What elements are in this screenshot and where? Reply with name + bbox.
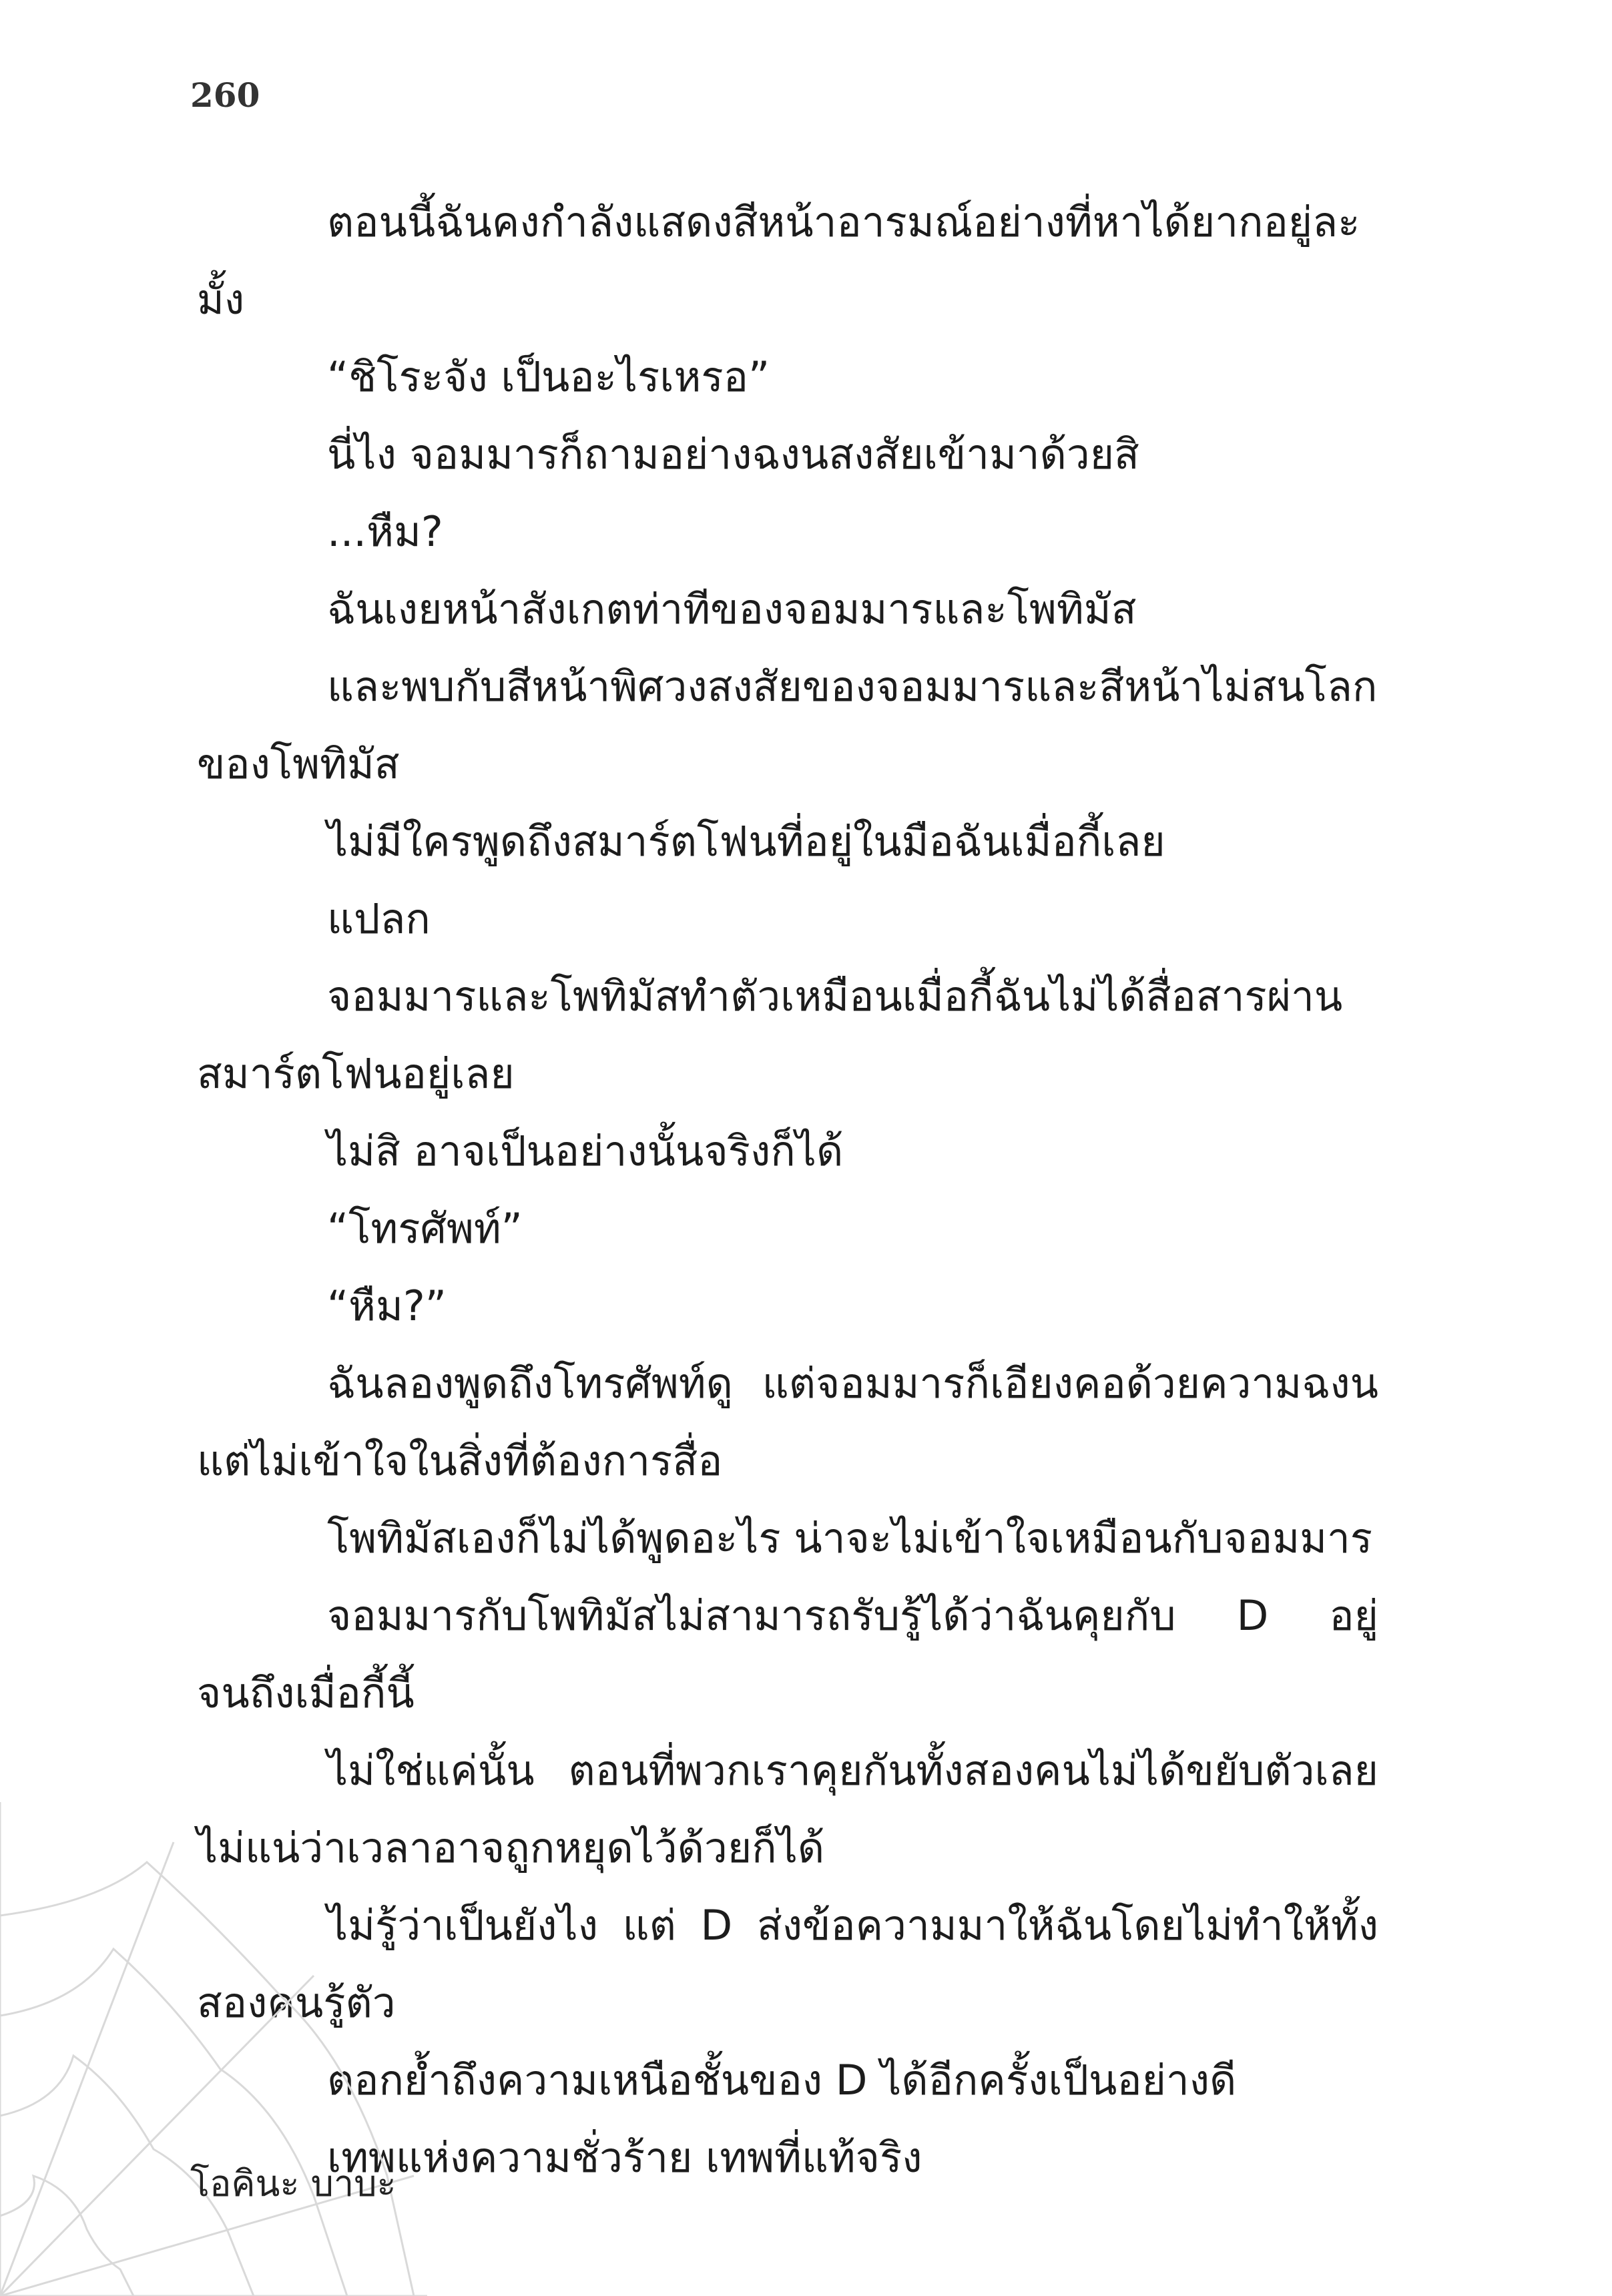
footer-author: โอคินะ บาบะ bbox=[190, 2163, 396, 2205]
paragraph: โพทิมัสเองก็ไม่ได้พูดอะไร น่าจะไม่เข้าใจเหมือนกับจอมมาร bbox=[327, 1514, 1373, 1562]
paragraph: ไม่ใช่แค่นั้น ตอนที่พวกเราคุยกันทั้งสองคนไม่ได้ขยับตัวเลยไม่แน่ว่าเวลาอาจถูกหยุดไว้ด้วยก็ได้ bbox=[197, 1746, 1378, 1872]
paragraph: “โทรศัพท์” bbox=[327, 1204, 523, 1253]
paragraph: “ชิโระจัง เป็นอะไรเหรอ” bbox=[327, 352, 770, 401]
paragraph: แปลก bbox=[327, 894, 431, 943]
paragraph: ไม่สิ อาจเป็นอย่างนั้นจริงก็ได้ bbox=[327, 1127, 844, 1175]
paragraph: ฉันลองพูดถึงโทรศัพท์ดู แต่จอมมารก็เอียงคอด้วยความฉงนแต่ไม่เข้าใจในสิ่งที่ต้องการสื่อ bbox=[197, 1359, 1378, 1485]
paragraph: ตอกย้ำถึงความเหนือชั้นของ D ได้อีกครั้งเป็นอย่างดี bbox=[327, 2056, 1237, 2104]
paragraph: ...หืม? bbox=[327, 507, 443, 556]
page-number: 260 bbox=[190, 75, 260, 115]
paragraph: จอมมารและโพทิมัสทำตัวเหมือนเมื่อกี้ฉันไม่ได้สื่อสารผ่านสมาร์ตโฟนอยู่เลย bbox=[197, 972, 1343, 1098]
paragraph: ฉันเงยหน้าสังเกตท่าทีของจอมมารและโพทิมัส bbox=[327, 585, 1137, 633]
paragraph: ไม่รู้ว่าเป็นยังไง แต่ D ส่งข้อความมาให้ฉันโดยไม่ทำให้ทั้งสองคนรู้ตัว bbox=[197, 1901, 1378, 2027]
paragraph: และพบกับสีหน้าพิศวงสงสัยของจอมมารและสีหน้าไม่สนโลกของโพทิมัส bbox=[197, 662, 1378, 788]
paragraph: ตอนนี้ฉันคงกำลังแสดงสีหน้าอารมณ์อย่างที่หาได้ยากอยู่ละมั้ง bbox=[197, 198, 1360, 324]
paragraph: เทพแห่งความชั่วร้าย เทพที่แท้จริง bbox=[327, 2133, 922, 2182]
paragraph: ไม่มีใครพูดถึงสมาร์ตโฟนที่อยู่ในมือฉันเมื่อกี้เลย bbox=[327, 817, 1165, 866]
spider-web-decoration bbox=[0, 1802, 427, 2296]
paragraph: จอมมารกับโพทิมัสไม่สามารถรับรู้ได้ว่าฉันคุยกับ D อยู่จนถึงเมื่อกี้นี้ bbox=[197, 1591, 1378, 1717]
paragraph: นี่ไง จอมมารก็ถามอย่างฉงนสงสัยเข้ามาด้วยสิ bbox=[327, 430, 1139, 479]
paragraph: “หืม?” bbox=[327, 1281, 447, 1330]
